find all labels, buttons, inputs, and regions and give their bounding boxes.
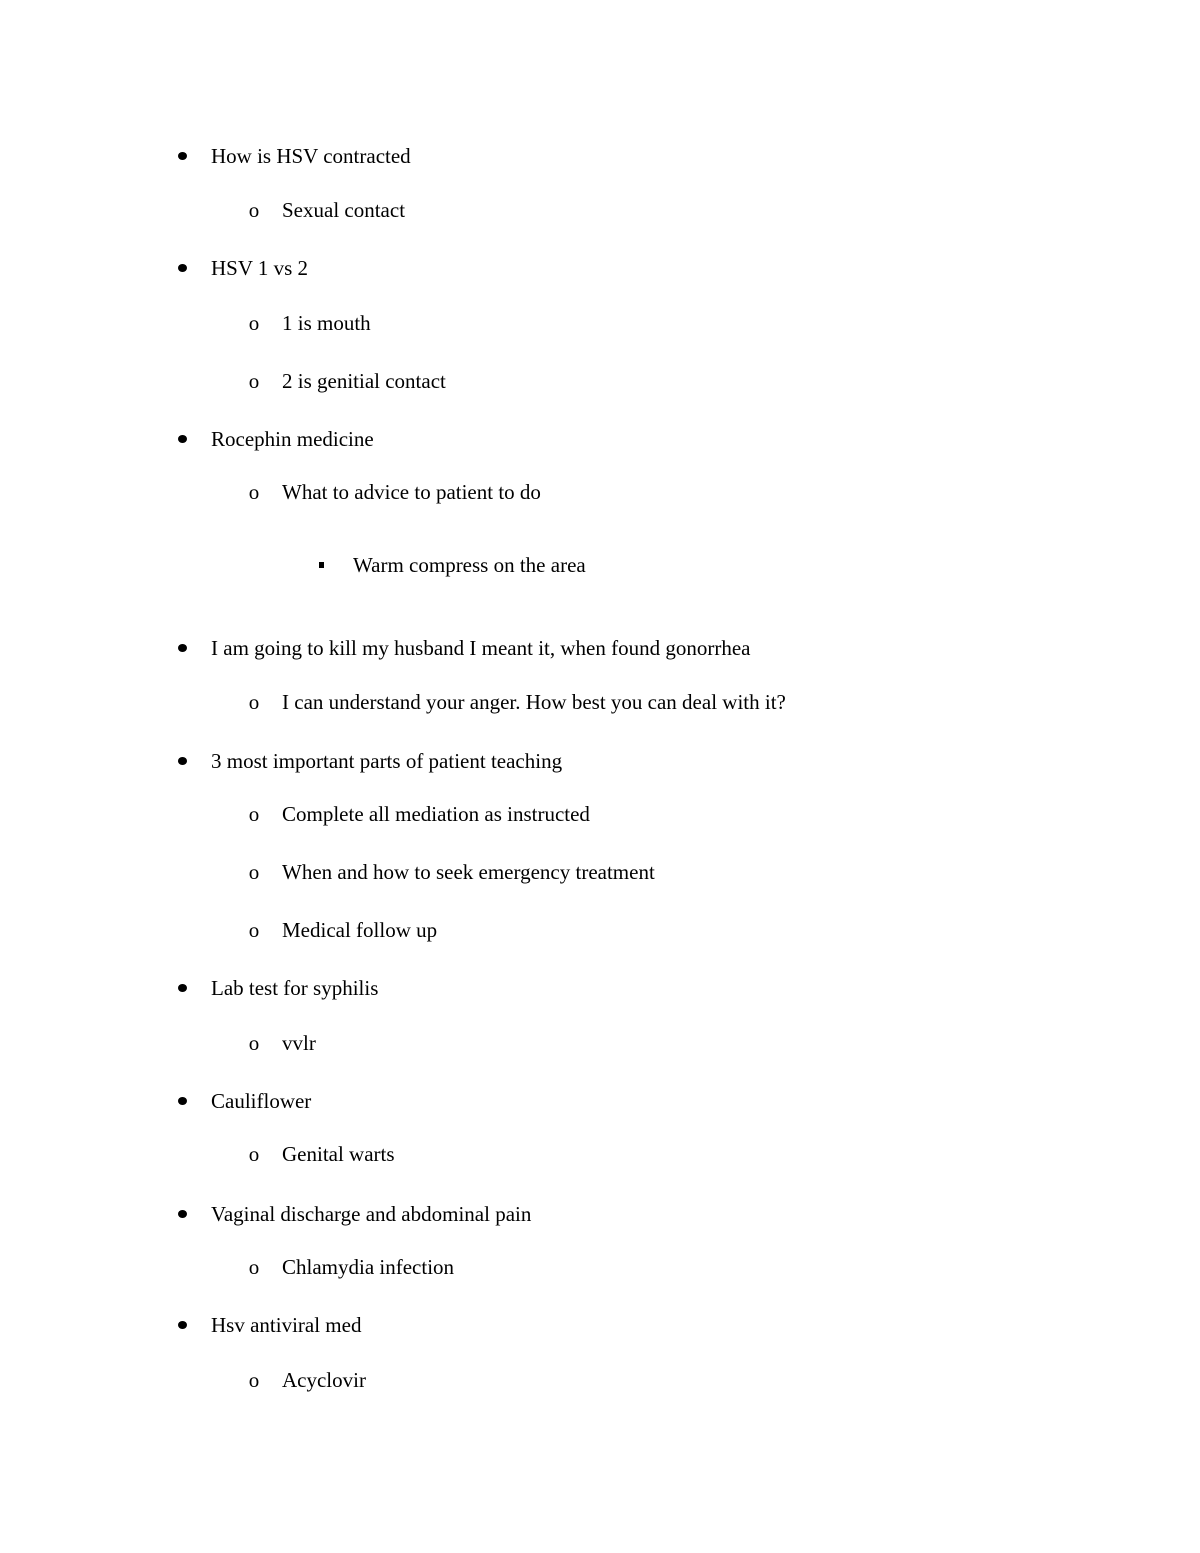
bullet-icon (178, 633, 188, 663)
circle-bullet-icon: o (248, 918, 260, 942)
sub-list-item-text: Genital warts (282, 1142, 395, 1166)
sub-list-item-text: When and how to seek emergency treatment (282, 860, 655, 884)
bullet-icon (178, 424, 188, 454)
circle-bullet-icon: o (248, 369, 260, 393)
list-item-text: I am going to kill my husband I meant it, when found gonorrhea (211, 636, 751, 660)
sub-list-item-text: Chlamydia infection (282, 1255, 455, 1279)
circle-bullet-icon: o (248, 480, 260, 504)
circle-bullet-icon: o (248, 1368, 260, 1392)
bullet-icon (178, 746, 188, 776)
sub-list-item-text: Sexual contact (282, 198, 406, 222)
sub-list-item-text: I can understand your anger. How best you can deal with it? (282, 690, 786, 714)
circle-bullet-icon: o (248, 802, 260, 826)
list-item-text: HSV 1 vs 2 (211, 256, 309, 280)
list-item-text: 3 most important parts of patient teaching (211, 749, 563, 773)
bullet-icon (178, 253, 188, 283)
list-item-text: Cauliflower (211, 1089, 312, 1113)
list-item-text: Rocephin medicine (211, 427, 374, 451)
circle-bullet-icon: o (248, 1255, 260, 1279)
sub-list-item-text: Medical follow up (282, 918, 438, 942)
bullet-icon (178, 973, 188, 1003)
sub-list-item-text: vvlr (282, 1031, 316, 1055)
sub-sub-list-item-text: Warm compress on the area (353, 553, 586, 577)
bullet-icon (178, 1310, 188, 1340)
sub-list-item-text: Complete all mediation as instructed (282, 802, 590, 826)
list-item-text: Vaginal discharge and abdominal pain (211, 1202, 532, 1226)
circle-bullet-icon: o (248, 311, 260, 335)
sub-list-item-text: Acyclovir (282, 1368, 366, 1392)
circle-bullet-icon: o (248, 860, 260, 884)
bullet-icon (178, 1199, 188, 1229)
sub-list-item-text: What to advice to patient to do (282, 480, 541, 504)
circle-bullet-icon: o (248, 198, 260, 222)
sub-list-item-text: 2 is genitial contact (282, 369, 446, 393)
circle-bullet-icon: o (248, 1142, 260, 1166)
list-item-text: Lab test for syphilis (211, 976, 379, 1000)
bullet-icon (178, 141, 188, 171)
list-item-text: Hsv antiviral med (211, 1313, 362, 1337)
bullet-icon (178, 1086, 188, 1116)
circle-bullet-icon: o (248, 690, 260, 714)
list-item-text: How is HSV contracted (211, 144, 411, 168)
circle-bullet-icon: o (248, 1031, 260, 1055)
sub-list-item-text: 1 is mouth (282, 311, 371, 335)
square-bullet-icon (319, 550, 325, 580)
